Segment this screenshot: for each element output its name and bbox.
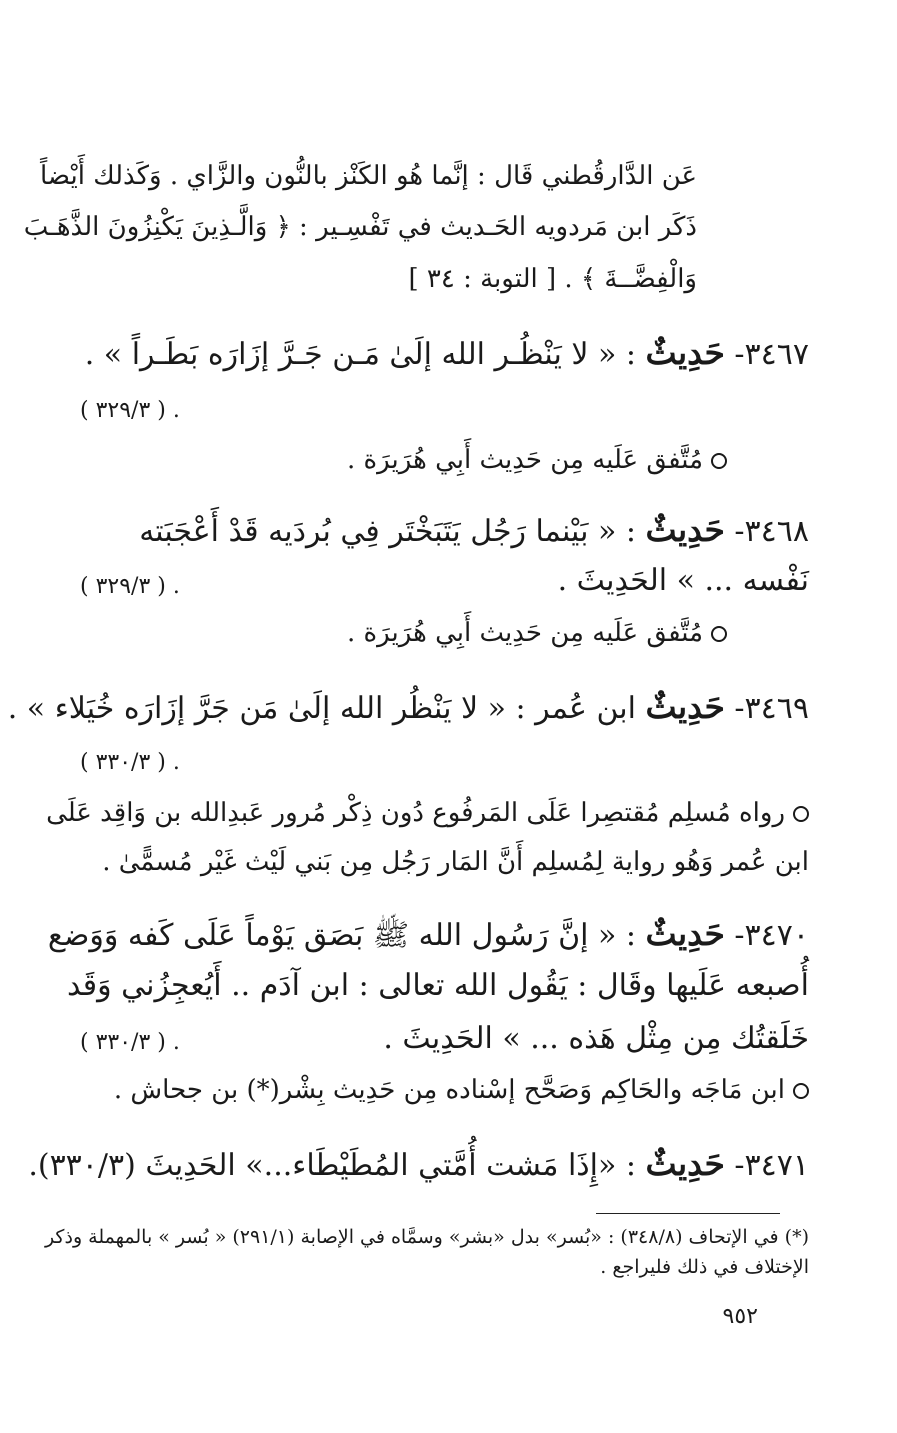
footnote-line-1: (*) في الإتحاف (٣٤٨/٨) : «بُسر» بدل «بشر» وسمَّاه في الإصابة (٢٩١/١) « بُسر » بالمهملة وذكر	[44, 1226, 809, 1248]
hadith-number: ٣٤٧١-	[734, 1148, 809, 1183]
takhrij-text: ابن مَاجَه والحَاكِم وَصَحَّح إسْناده مِن حَدِيث بِشْر(*) بن جحاش .	[113, 1075, 785, 1105]
footnote-line-2: الإختلاف في ذلك فليراجع .	[600, 1256, 809, 1278]
hadith-entry-3469	[7, 687, 809, 726]
hadith-continuation: نَفْسه ... » الحَدِيثَ .	[557, 563, 809, 598]
footnote-divider	[596, 1213, 780, 1214]
hadith-heading: حَدِيثٌ	[645, 914, 725, 953]
hadith-entry-3468	[139, 510, 809, 549]
takhrij-text: مُتَّفق عَلَيه مِن حَدِيث أَبِي هُرَيرَة .	[347, 445, 703, 475]
takhrij-note-continuation: ابن عُمر وَهُو رواية لِمُسلِم أَنَّ المَار رَجُل مِن بَني لَيْث غَيْر مُسمًّىٰ .	[102, 847, 809, 877]
hadith-text: : « لا يَنْظُـر الله إلَىٰ مَـن جَـرَّ إزَارَه بَطَـراً » .	[84, 337, 636, 372]
intro-line-1: عَن الدَّارقُطني قَال : إنَّما هُو الكَنْز بالنُّون والزَّاي . وَكَذلك أَيْضاً	[40, 161, 697, 191]
takhrij-text: رواه مُسلِم مُقتصِرا عَلَى المَرفُوع دُون ذِكْر مُرور عَبدِالله بن وَاقِد عَلَى	[46, 798, 785, 828]
intro-line-3: وَالْفِضَّــةَ ﴾ . [ التوبة : ٣٤ ]	[408, 264, 697, 294]
hadith-text: : «إِذَا مَشت أُمَّتي المُطَيْطَاء...» الحَدِيثَ (٣٣٠/٣).	[28, 1148, 636, 1183]
source-reference: . ( ٣٣٠/٣ )	[80, 750, 180, 775]
circle-bullet-icon	[711, 453, 727, 469]
hadith-text: : « إنَّ رَسُول الله ﷺ بَصَق يَوْماً عَلَى كَفه وَوَضع	[47, 918, 636, 953]
hadith-entry-3470	[47, 914, 809, 953]
takhrij-note	[46, 800, 809, 826]
takhrij-note	[347, 447, 727, 473]
circle-bullet-icon	[793, 1083, 809, 1099]
hadith-continuation: أُصبعه عَلَيها وقَال : يَقُول الله تعالى : ابن آدَم .. أَيُعجِزُني وَقَد	[67, 968, 809, 1003]
takhrij-note	[114, 1077, 809, 1103]
hadith-number: ٣٤٦٨-	[734, 514, 809, 549]
hadith-heading: حَدِيثٌ	[645, 687, 725, 726]
hadith-continuation: خَلَقتُك مِن مِثْل هَذه ... » الحَدِيثَ .	[383, 1021, 809, 1056]
source-reference: . ( ٣٣٠/٣ )	[80, 1030, 180, 1055]
source-reference: . ( ٣٢٩/٣ )	[80, 398, 180, 423]
hadith-number: ٣٤٦٩-	[734, 691, 809, 726]
intro-line-2: ذَكَر ابن مَردويه الحَـديث في تَفْسِـير : ﴿ وَالَّـذِينَ يَكْنِزُونَ الذَّهَـبَ	[23, 212, 697, 242]
takhrij-text: مُتَّفق عَلَيه مِن حَدِيث أَبِي هُرَيرَة .	[347, 618, 703, 648]
hadith-text: ابن عُمر : « لا يَنْظُر الله إلَىٰ مَن جَرَّ إزَارَه خُيَلاء » .	[7, 691, 636, 726]
hadith-heading: حَدِيثٌ	[645, 510, 725, 549]
hadith-number: ٣٤٦٧-	[734, 337, 809, 372]
source-reference: . ( ٣٢٩/٣ )	[80, 574, 180, 599]
circle-bullet-icon	[793, 806, 809, 822]
hadith-heading: حَدِيثٌ	[645, 333, 725, 372]
takhrij-note	[347, 620, 727, 646]
hadith-number: ٣٤٧٠-	[734, 918, 809, 953]
hadith-text: : « بَيْنما رَجُل يَتَبَخْتَر فِي بُردَيه قَدْ أَعْجَبَته	[139, 514, 636, 549]
page-number: ٩٥٢	[722, 1304, 758, 1329]
hadith-entry-3471	[28, 1144, 809, 1183]
circle-bullet-icon	[711, 626, 727, 642]
hadith-entry-3467	[84, 333, 809, 372]
hadith-heading: حَدِيثٌ	[645, 1144, 725, 1183]
